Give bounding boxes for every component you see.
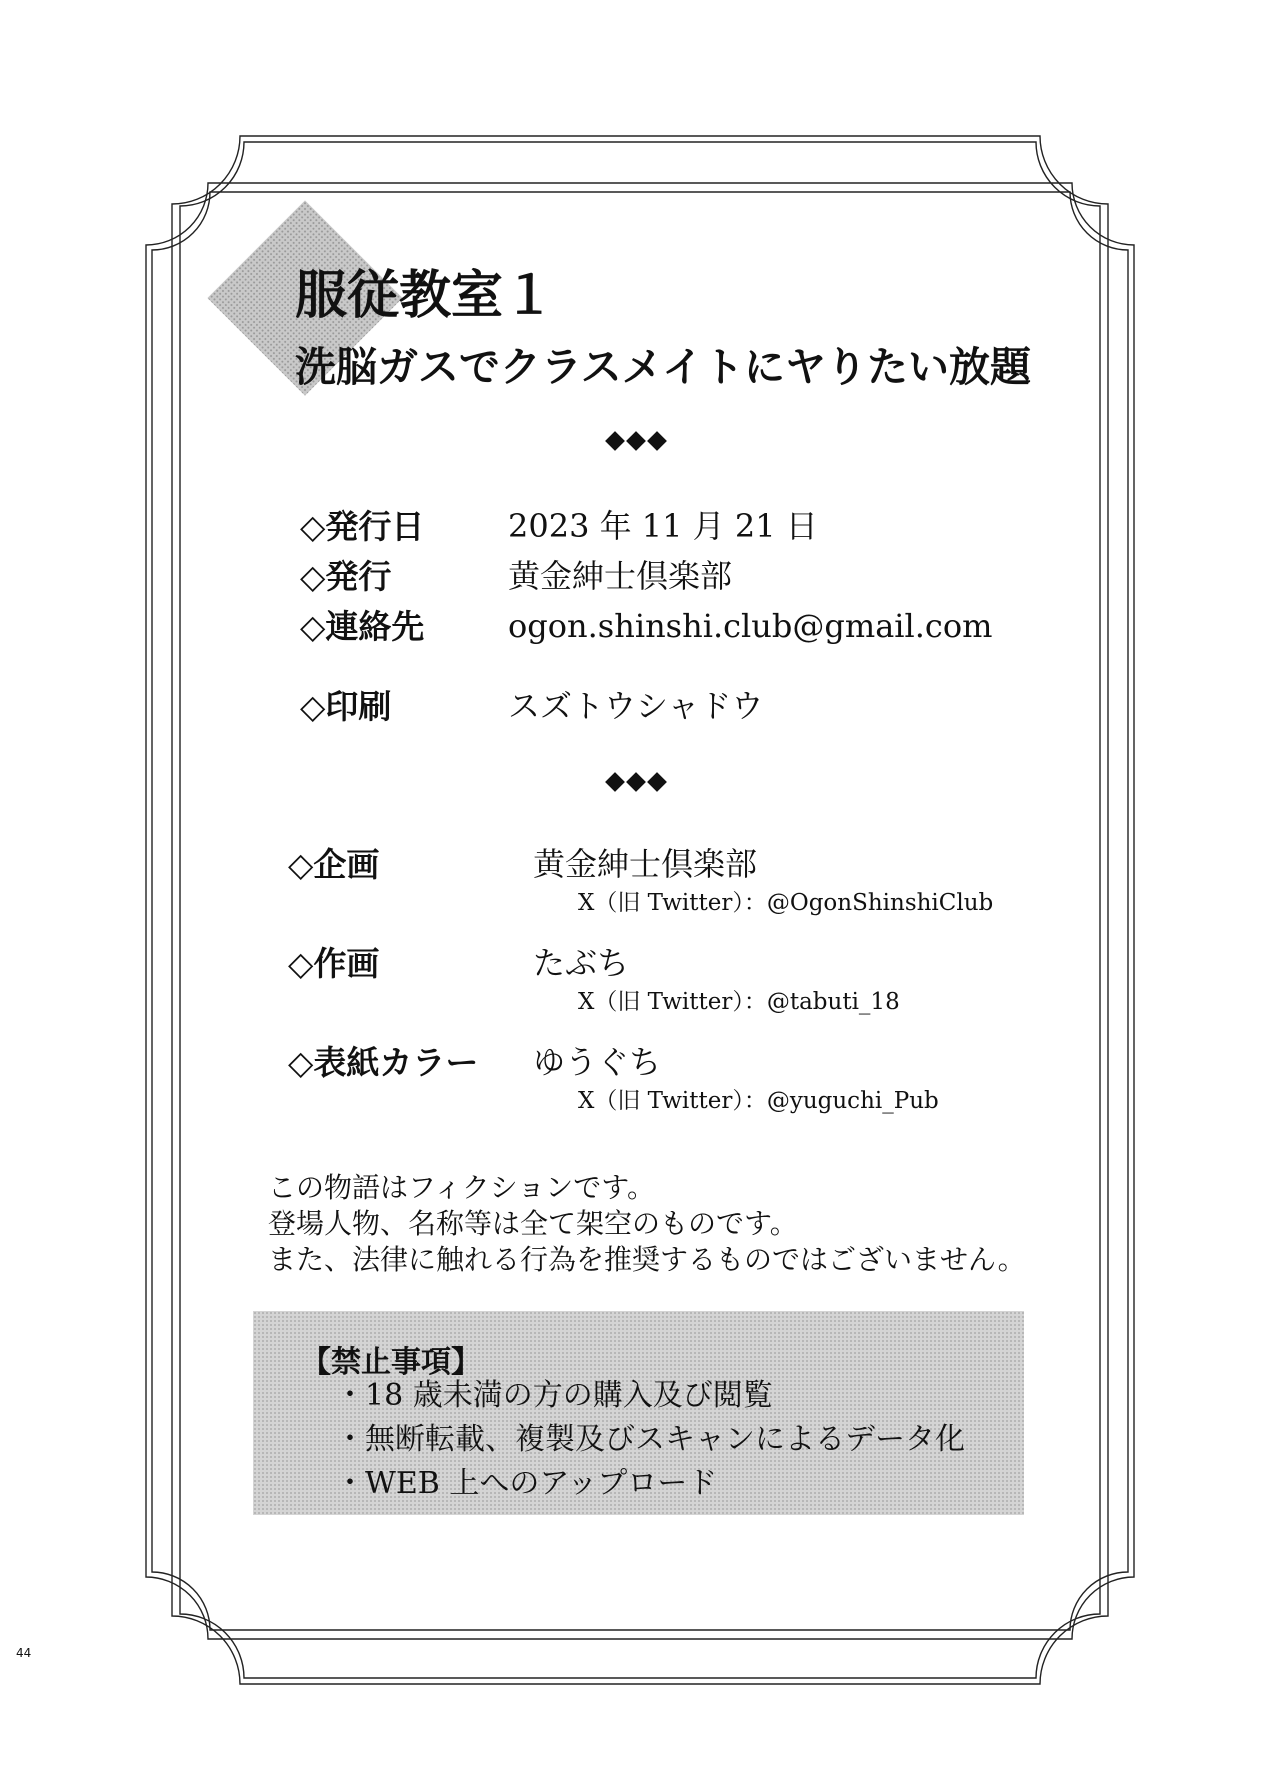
prohibition-item: ・18 歳未満の方の購入及び閲覧 [335, 1378, 773, 1413]
prohibition-item: ・WEB 上へのアップロード [335, 1466, 718, 1501]
info-label: 発行 [325, 557, 392, 596]
prohibition-item: ・無断転載、複製及びスキャンによるデータ化 [335, 1422, 965, 1457]
credit-label: 表紙カラー [313, 1043, 479, 1082]
diamond-icon [626, 772, 646, 792]
diamond-outline-icon: ◇ [288, 1043, 314, 1082]
divider-diamonds-1 [605, 432, 667, 450]
info-row-publisher [300, 557, 733, 596]
diamond-outline-icon: ◇ [288, 845, 314, 884]
page-subtitle: 洗脳ガスでクラスメイトにヤりたい放題 [295, 343, 1031, 391]
info-value: スズトウシャドウ [508, 687, 764, 725]
info-row-contact [300, 607, 993, 646]
credit-row-planning [288, 845, 758, 884]
info-label: 印刷 [325, 687, 392, 726]
credit-label: 企画 [313, 845, 380, 884]
contact-email: ogon.shinshi.club@gmail.com [508, 607, 993, 645]
credit-value: 黄金紳士倶楽部 [533, 845, 758, 883]
credit-handle: X（旧 Twitter）：@yuguchi_Pub [578, 1088, 939, 1114]
prohibitions-box [253, 1311, 1024, 1515]
info-row-date [300, 507, 818, 546]
page-number: 44 [16, 1646, 32, 1660]
credit-handle: X（旧 Twitter）：@OgonShinshiClub [578, 890, 994, 916]
diamond-icon [605, 431, 625, 451]
divider-diamonds-2 [605, 773, 667, 791]
diamond-icon [626, 431, 646, 451]
diamond-outline-icon: ◇ [288, 944, 314, 983]
diamond-outline-icon: ◇ [300, 687, 326, 726]
info-value: 黄金紳士倶楽部 [508, 557, 733, 595]
prohibitions-title: 【禁止事項】 [301, 1345, 481, 1380]
diamond-icon [605, 772, 625, 792]
diamond-outline-icon: ◇ [300, 607, 326, 646]
diamond-icon [647, 772, 667, 792]
credit-label: 作画 [313, 944, 380, 983]
disclaimer-line: この物語はフィクションです。 [268, 1171, 655, 1204]
disclaimer-line: 登場人物、名称等は全て架空のものです。 [268, 1207, 798, 1240]
disclaimer-line: また、法律に触れる行為を推奨するものではございません。 [268, 1243, 1026, 1276]
disclaimer [268, 1170, 1026, 1278]
credit-row-artist [288, 944, 630, 983]
credit-row-cover-color [288, 1043, 662, 1082]
diamond-icon [647, 431, 667, 451]
info-row-printer [300, 687, 764, 726]
page-title: 服従教室１ [295, 265, 556, 326]
info-label: 発行日 [325, 507, 425, 546]
credit-handle: X（旧 Twitter）：@tabuti_18 [578, 989, 900, 1015]
info-label: 連絡先 [325, 607, 425, 646]
diamond-outline-icon: ◇ [300, 557, 326, 596]
info-value: 2023 年 11 月 21 日 [508, 507, 818, 545]
credit-value: ゆうぐち [533, 1043, 662, 1081]
diamond-outline-icon: ◇ [300, 507, 326, 546]
credit-value: たぶち [533, 944, 630, 982]
